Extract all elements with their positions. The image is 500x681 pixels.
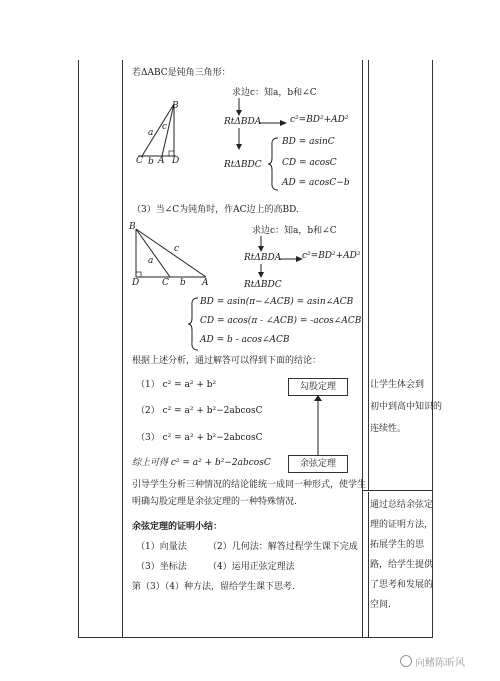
- fig1-eq2: CD = acosC: [282, 158, 337, 168]
- triangle-figure-1: [130, 100, 190, 160]
- right-note-2-line-6: 空间.: [370, 600, 391, 610]
- fig2-eq3: AD = b - acos∠ACB: [200, 335, 290, 345]
- fig1-step1: 求边c：知a，b和∠C: [232, 88, 317, 98]
- label-C: C: [136, 156, 143, 166]
- guide-text-2: 明确勾股定理是余弦定理的一种特殊情况.: [132, 497, 297, 507]
- watermark-icon: [400, 655, 412, 667]
- label2-D: D: [132, 278, 140, 288]
- result-3: （3） c² = a² + b²−2abcosC: [136, 433, 263, 443]
- arrow-up-icon: [313, 395, 325, 455]
- watermark-text: 向鳍陈昕风: [415, 658, 465, 669]
- box-cosine: 余弦定理: [288, 455, 348, 473]
- fig1-step3-left: RtΔBDC: [224, 160, 262, 170]
- right-cell-divider: [362, 490, 432, 491]
- fig2-step2-right: c²=BD²+AD²: [302, 251, 361, 261]
- label2-a: a: [148, 256, 154, 266]
- box-pythagorean: 勾股定理: [288, 378, 348, 396]
- table-border-right: [432, 60, 433, 638]
- fig2-eq1: BD = asin(π−∠ACB) = asin∠ACB: [200, 297, 354, 307]
- fig2-eq2: CD = acos(π - ∠ACB) = -acos∠ACB: [200, 316, 362, 326]
- arrow-right-icon: [260, 118, 290, 128]
- label-A: A: [158, 156, 165, 166]
- homework-text: 第（3）（4）种方法，留给学生课下思考.: [132, 582, 295, 592]
- fig2-step1: 求边c：知a，b和∠C: [252, 226, 337, 236]
- arrow-down-icon: [236, 128, 246, 152]
- label-b: b: [148, 157, 154, 167]
- right-note-2-line-1: 通过总结余弦定: [370, 500, 434, 510]
- right-note-2-line-4: 路，给学生提供: [370, 560, 434, 570]
- brace-1: [268, 136, 280, 192]
- result-2: （2） c² = a² + b²−2abcosC: [136, 406, 263, 416]
- label2-A: A: [202, 278, 209, 288]
- method-2: （2）几何法：解答过程学生课下完成: [208, 542, 358, 552]
- right-note-2-line-2: 理的证明方法，: [370, 520, 434, 530]
- method-4: （4）运用正弦定理法: [208, 562, 295, 572]
- fig1-step2-right: c²=BD²+AD²: [290, 115, 349, 125]
- conclusion-intro: 根据上述分析，通过解答可以得到下面的结论：: [132, 356, 322, 366]
- table-border-bottom: [78, 637, 433, 638]
- table-divider-1: [122, 60, 123, 638]
- table-divider-2: [362, 60, 363, 638]
- method-3: （3）坐标法: [136, 562, 187, 572]
- fig2-step3-left: RtΔBDC: [244, 280, 282, 290]
- brace-2: [188, 296, 200, 352]
- fig1-step2-left: RtΔBDA: [224, 117, 262, 127]
- guide-text-1: 引导学生分析三种情况的结论能统一成同一种形式，使学生: [132, 480, 367, 490]
- method-1: （1）向量法: [136, 542, 187, 552]
- fig1-eq3: AD = acosC−b: [282, 178, 350, 188]
- fig1-eq1: BD = asinC: [282, 137, 335, 147]
- label2-C: C: [162, 278, 169, 288]
- result-1: （1） c² = a² + b²: [136, 380, 217, 390]
- label2-B: B: [129, 222, 136, 232]
- case3-text: （3）当∠C为钝角时，作AC边上的高BD.: [132, 205, 299, 215]
- fig2-step2-left: RtΔBDA: [244, 253, 282, 263]
- label-D: D: [172, 156, 180, 166]
- table-border-left: [78, 60, 79, 638]
- proof-summary-title: 余弦定理的证明小结：: [132, 522, 223, 532]
- triangle-figure-2: [130, 225, 210, 285]
- right-note-2-line-5: 了思考和发展的: [370, 580, 434, 590]
- label-B: B: [172, 101, 179, 111]
- summary-equation: 综上可得 c² = a² + b²−2abcosC: [132, 458, 271, 468]
- intro-obtuse: 若ΔABC是钝角三角形：: [132, 68, 231, 78]
- right-note-2-line-3: 拓展学生的思: [370, 540, 425, 550]
- watermark: [400, 654, 465, 669]
- right-inner-border-2: [368, 492, 369, 637]
- arrow-down-icon: [236, 98, 246, 118]
- label-c: c: [162, 122, 168, 132]
- label2-b: b: [180, 278, 186, 288]
- label-a: a: [148, 128, 154, 138]
- right-note-1-line-2: 初中到高中知识的: [370, 402, 443, 412]
- right-note-1-line-1: 让学生体会到: [370, 380, 425, 390]
- label2-c: c: [174, 244, 180, 254]
- right-note-1-line-3: 连续性。: [370, 424, 407, 434]
- right-inner-border: [368, 60, 369, 490]
